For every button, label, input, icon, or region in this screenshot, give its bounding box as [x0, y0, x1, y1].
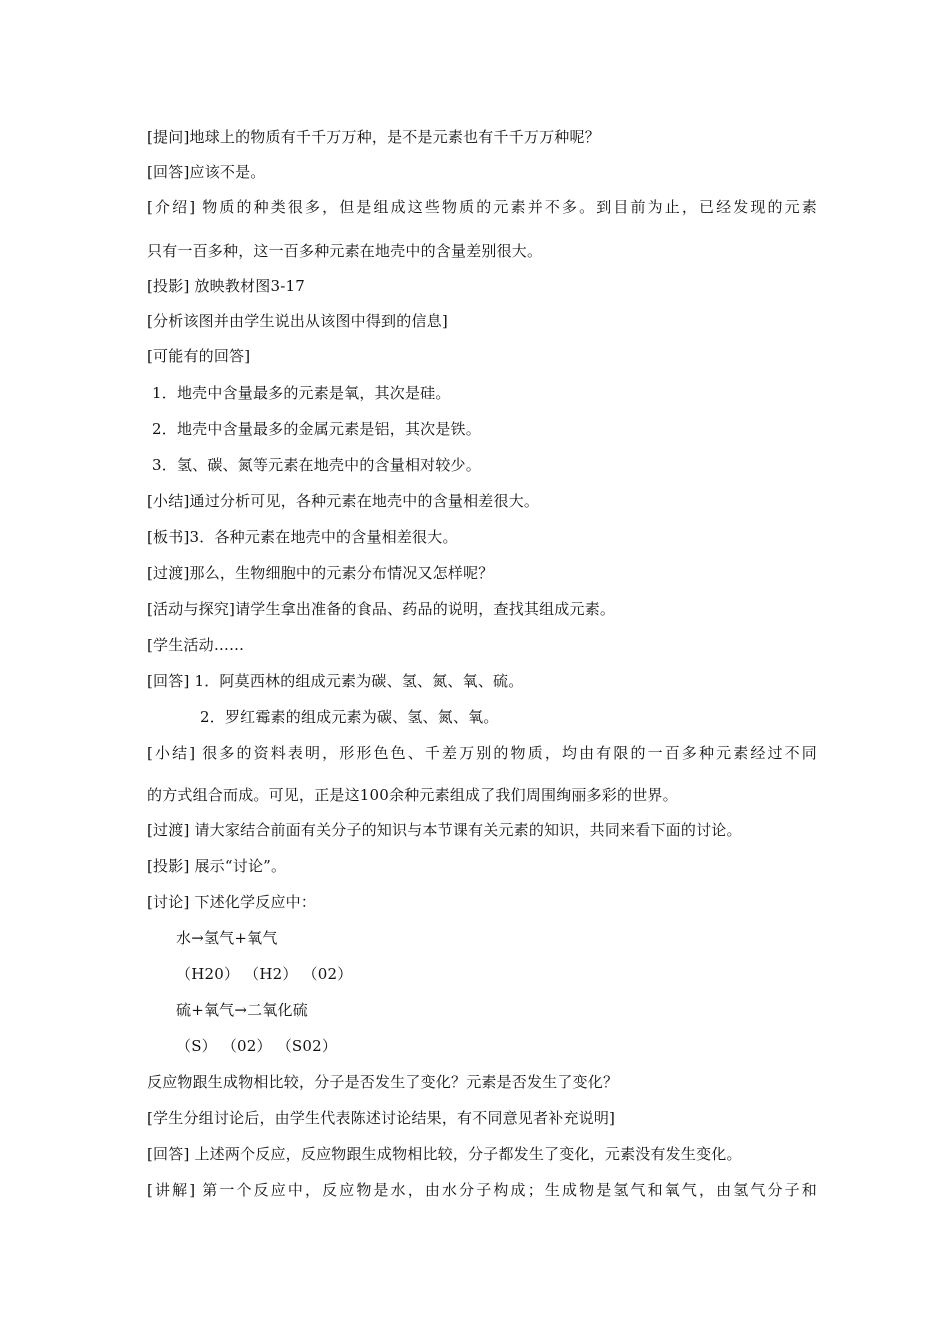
- intro-paragraph-line-2: 只有一百多种，这一百多种元素在地壳中的含量差别很大。: [147, 242, 543, 260]
- explanation-line: [讲解] 第一个反应中，反应物是水，由水分子构成；生成物是氢气和氧气，由氢气分子和: [147, 1181, 817, 1199]
- possible-answer-3: 3．氢、碳、氮等元素在地壳中的含量相对较少。: [152, 456, 481, 474]
- reaction-2-formulas: （S） （02） （S02）: [176, 1037, 338, 1055]
- comparison-question-line: 反应物跟生成物相比较，分子是否发生了变化？元素是否发生了变化？: [147, 1073, 619, 1091]
- intro-paragraph-line-1: [介绍] 物质的种类很多，但是组成这些物质的元素并不多。到目前为止，已经发现的元素: [147, 198, 817, 216]
- student-activity-line: [学生活动……: [147, 636, 245, 654]
- answer-reactions-line: [回答] 上述两个反应，反应物跟生成物相比较，分子都发生了变化，元素没有发生变化。: [147, 1145, 742, 1163]
- possible-answer-1: 1．地壳中含量最多的元素是氧，其次是硅。: [152, 384, 451, 402]
- question-line: [提问]地球上的物质有千千万万种，是不是元素也有千千万万种呢？: [147, 128, 600, 146]
- summary-line-1: [小结]通过分析可见，各种元素在地壳中的含量相差很大。: [147, 492, 540, 510]
- possible-answers-heading: [可能有的回答]: [147, 347, 251, 365]
- answer-item-1: [回答] 1．阿莫西林的组成元素为碳、氢、氮、氧、硫。: [147, 672, 524, 690]
- transition-line-1: [过渡]那么，生物细胞中的元素分布情况又怎样呢？: [147, 564, 494, 582]
- transition-line-2: [过渡] 请大家结合前面有关分子的知识与本节课有关元素的知识，共同来看下面的讨论。: [147, 821, 742, 839]
- group-discussion-line: [学生分组讨论后，由学生代表陈述讨论结果，有不同意见者补充说明]: [147, 1109, 616, 1127]
- answer-item-2: 2．罗红霉素的组成元素为碳、氢、氮、氧。: [200, 708, 499, 726]
- summary-paragraph-line-2: 的方式组合而成。可见，正是这100余种元素组成了我们周围绚丽多彩的世界。: [147, 786, 678, 804]
- possible-answer-2: 2．地壳中含量最多的金属元素是铝，其次是铁。: [152, 420, 481, 438]
- analysis-instruction-line: [分析该图并由学生说出从该图中得到的信息]: [147, 312, 448, 330]
- reaction-2-equation: 硫+氧气→二氧化硫: [176, 1001, 308, 1019]
- activity-line: [活动与探究]请学生拿出准备的食品、药品的说明，查找其组成元素。: [147, 600, 616, 618]
- answer-line: [回答]应该不是。: [147, 163, 266, 181]
- board-writing-line: [板书]3．各种元素在地壳中的含量相差很大。: [147, 528, 458, 546]
- summary-paragraph-line-1: [小结] 很多的资料表明，形形色色、千差万别的物质，均由有限的一百多种元素经过不同: [147, 744, 817, 762]
- projection-discussion-line: [投影] 展示“讨论”。: [147, 857, 287, 875]
- reaction-1-equation: 水→氢气+氧气: [176, 929, 278, 947]
- reaction-1-formulas: （H20） （H2） （02）: [176, 965, 353, 983]
- discussion-heading-line: [讨论] 下述化学反应中：: [147, 893, 317, 911]
- projection-line: [投影] 放映教材图3-17: [147, 277, 305, 295]
